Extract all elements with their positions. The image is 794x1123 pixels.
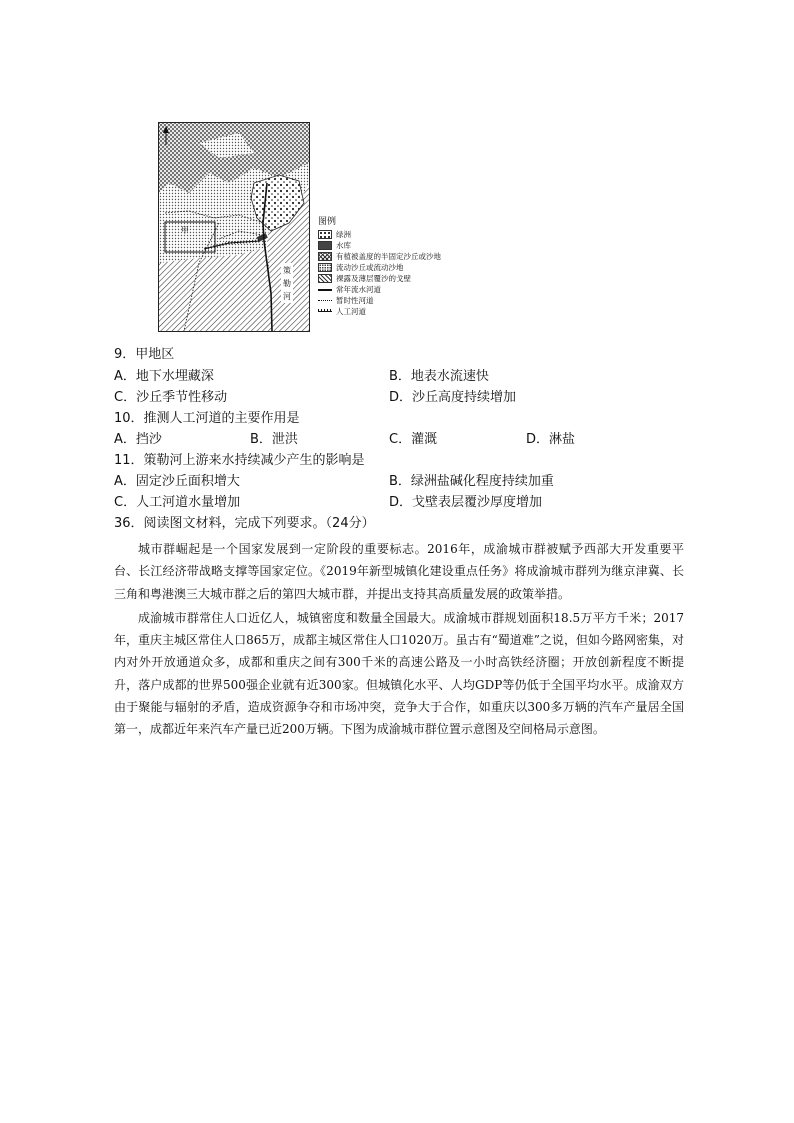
legend-item-temporary-river xyxy=(318,295,488,306)
desert-oasis-map xyxy=(158,122,310,332)
question-11-option-d[interactable]: D．戈壁表层覆沙厚度增加 xyxy=(389,495,543,510)
legend-label: 裸露及薄层覆沙的戈壁 xyxy=(336,274,411,283)
oasis-swatch xyxy=(318,230,332,239)
place-label-jia: 甲 xyxy=(181,226,189,235)
legend-item-semi-fixed-dune xyxy=(318,251,488,262)
gobi-swatch xyxy=(318,274,332,283)
question-10-option-b[interactable]: B．泄洪 xyxy=(250,432,298,447)
river-label-char-1: 策 xyxy=(283,266,291,275)
legend-item-gobi xyxy=(318,273,488,284)
question-10-stem: 10．推测人工河道的主要作用是 xyxy=(114,411,300,426)
question-36-stem: 36．阅读图文材料，完成下列要求。（24分） xyxy=(114,516,375,531)
temporary-river-line xyxy=(318,297,332,304)
question-10-option-a[interactable]: A．挡沙 xyxy=(114,432,162,447)
question-9-option-b[interactable]: B．地表水流速快 xyxy=(389,369,489,384)
question-11-option-b[interactable]: B．绿洲盐碱化程度持续加重 xyxy=(389,474,554,489)
reservoir-swatch xyxy=(318,241,332,250)
moving-dune-swatch xyxy=(318,263,332,272)
question-10-option-d[interactable]: D．淋盐 xyxy=(526,432,576,447)
semi-fixed-dune-swatch xyxy=(318,252,332,261)
legend-item-reservoir xyxy=(318,240,488,251)
legend-item-canal xyxy=(318,306,488,317)
question-10-option-c[interactable]: C．灌溉 xyxy=(389,432,438,447)
canal-line xyxy=(318,308,332,315)
map-legend xyxy=(318,214,488,317)
question-36-passage xyxy=(114,538,684,741)
permanent-river-line xyxy=(318,286,332,293)
river-label-char-3: 河 xyxy=(283,292,291,301)
question-11-option-a[interactable]: A．固定沙丘面积增大 xyxy=(114,474,240,489)
legend-label: 人工河道 xyxy=(336,307,366,316)
map-svg xyxy=(159,123,309,331)
passage-paragraph-2: 成渝城市群常住人口近亿人，城镇密度和数量全国最大。成渝城市群规划面积18.5万平方千米；2017年，重庆主城区常住人口865万，成都主城区常住人口1020万。虽古有“蜀道难”之说，但如今路网密集，对内对外开放通道众多，成都和重庆之间有300千米的高速公路及一小时高铁经济圈；开放创新程度不断提升，落户成都的世界500强企业就有近300家。但城镇化水平、人均GDP等仍低于全国平均水平。成渝双方由于聚能与辐射的矛盾，造成资源争夺和市场冲突，竞争大于合作，如重庆以300多万辆的汽车产量居全国第一，成都近年来汽车产量已近200万辆。下图为成渝城市群位置示意图及空间格局示意图。 xyxy=(114,610,684,737)
legend-label: 常年流水河道 xyxy=(336,285,381,294)
question-11-stem: 11．策勒河上游来水持续减少产生的影响是 xyxy=(114,453,365,468)
legend-item-moving-dune xyxy=(318,262,488,273)
question-9-option-d[interactable]: D．沙丘高度持续增加 xyxy=(389,390,517,405)
question-9-stem: 9．甲地区 xyxy=(114,347,175,362)
legend-label: 暂时性河道 xyxy=(336,296,374,305)
river-label-char-2: 勒 xyxy=(283,279,291,288)
passage-paragraph-1: 城市群崛起是一个国家发展到一定阶段的重要标志。2016年，成渝城市群被赋予西部大开发重要平台、长江经济带战略支撑等国家定位。《2019年新型城镇化建设重点任务》将成渝城市群列为继京津冀、长三角和粤港澳三大城市群之后的第四大城市群，并提出支持其高质量发展的政策举措。 xyxy=(114,542,684,601)
legend-title: 图例 xyxy=(318,217,337,227)
legend-item-oasis xyxy=(318,229,488,240)
question-9-option-a[interactable]: A．地下水埋藏深 xyxy=(114,369,214,384)
legend-label: 流动沙丘或流动沙地 xyxy=(336,263,404,272)
question-11-option-c[interactable]: C．人工河道水量增加 xyxy=(114,495,241,510)
legend-item-permanent-river xyxy=(318,284,488,295)
question-9-option-c[interactable]: C．沙丘季节性移动 xyxy=(114,390,228,405)
legend-label: 有植被盖度的半固定沙丘或沙地 xyxy=(336,252,441,261)
legend-label: 水库 xyxy=(336,241,351,250)
legend-label: 绿洲 xyxy=(336,230,351,239)
